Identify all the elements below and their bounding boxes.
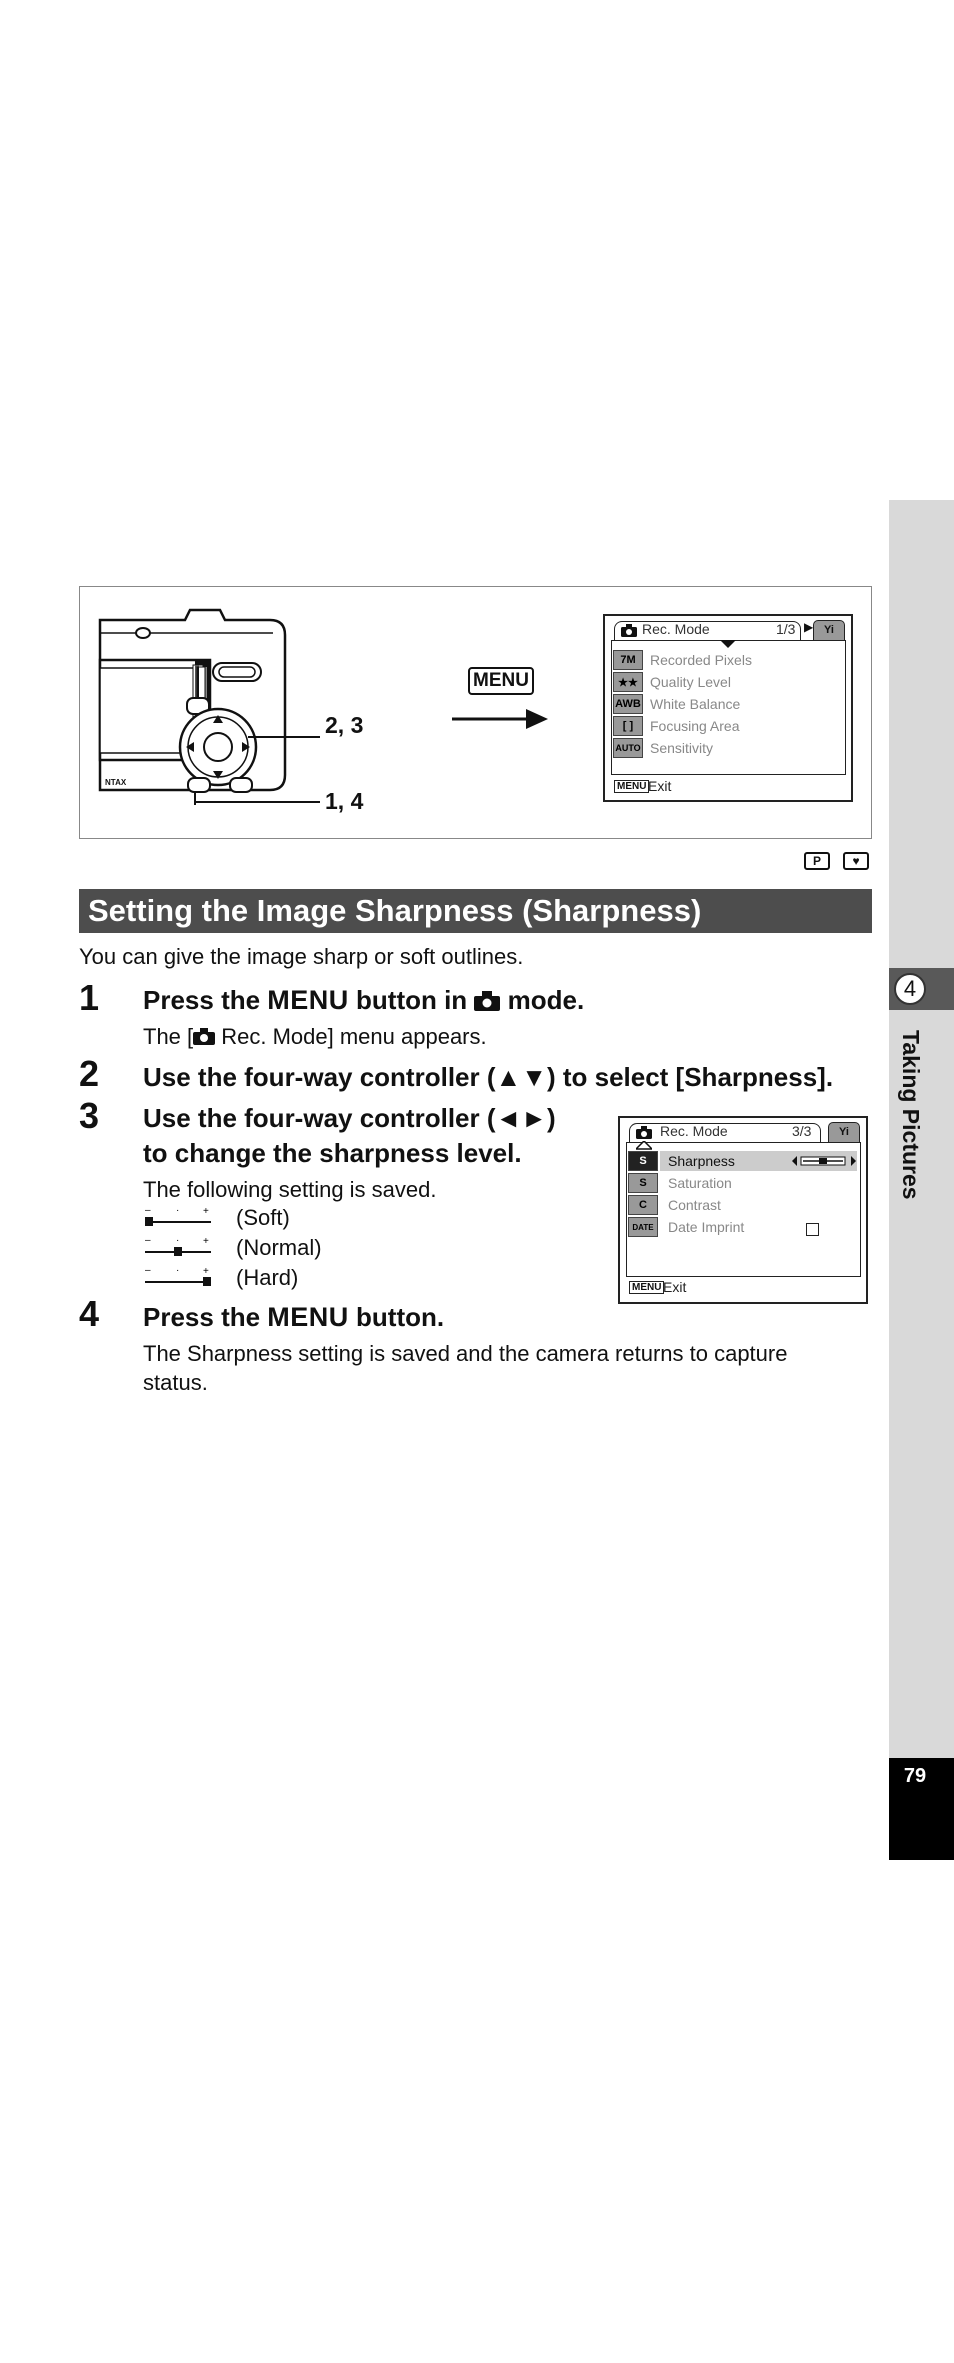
menu-key-icon: MENU	[468, 667, 534, 695]
svg-text:NTAX: NTAX	[105, 778, 127, 787]
sharpness-hard-icon	[143, 1266, 213, 1288]
camera-icon	[621, 624, 637, 637]
lcd2-item-date-imprint: Date Imprint	[668, 1219, 745, 1235]
svg-text:–: –	[145, 1236, 151, 1246]
step-1-number: 1	[79, 977, 100, 1018]
quality-level-icon: ★★	[613, 672, 643, 692]
contrast-icon: C	[628, 1195, 658, 1215]
sharpness-value-indicator	[790, 1154, 858, 1168]
camera-icon	[474, 991, 500, 1011]
camera-back-illustration	[95, 605, 355, 805]
sharpness-normal-icon	[143, 1236, 213, 1258]
program-mode-icon: P	[804, 852, 830, 870]
lcd1-exit-label: Exit	[648, 778, 672, 794]
saturation-icon: S	[628, 1173, 658, 1193]
section-title: Setting the Image Sharpness (Sharpness)	[88, 893, 702, 928]
focusing-area-icon: [ ]	[613, 716, 643, 736]
lcd2-exit-label: Exit	[663, 1279, 687, 1295]
heart-mode-icon: ♥	[843, 852, 869, 870]
svg-text:+: +	[203, 1236, 209, 1247]
date-imprint-checkbox	[806, 1223, 819, 1236]
step-1-description: The [ Rec. Mode] menu appears.	[143, 1024, 487, 1049]
step-4-number: 4	[79, 1293, 100, 1334]
step-3-heading-line2: to change the sharpness level.	[143, 1138, 522, 1168]
sharpness-normal-label: (Normal)	[236, 1235, 322, 1260]
lcd1-item-white-balance: White Balance	[650, 696, 741, 712]
step-3-number: 3	[79, 1095, 100, 1136]
lcd2-menu-tag: MENU	[629, 1281, 664, 1294]
step-3-heading-line1: Use the four-way controller (◄►)	[143, 1103, 556, 1133]
setup-tab-icon: Yi	[813, 620, 845, 641]
svg-text:–: –	[145, 1266, 151, 1276]
step-3-description: The following setting is saved.	[143, 1177, 437, 1202]
white-balance-icon: AWB	[613, 694, 643, 714]
lcd1-item-sensitivity: Sensitivity	[650, 740, 714, 756]
lcd2-item-sharpness: Sharpness	[668, 1153, 735, 1169]
sensitivity-icon: AUTO	[613, 738, 643, 758]
sharpness-hard-label: (Hard)	[236, 1265, 299, 1290]
sharpness-soft-icon	[143, 1206, 213, 1228]
chapter-number: 4	[894, 973, 926, 1005]
step-4-description-line2: status.	[143, 1370, 208, 1395]
sharpness-soft-label: (Soft)	[236, 1205, 290, 1230]
section-intro: You can give the image sharp or soft outlines.	[79, 944, 524, 969]
lcd1-item-quality-level: Quality Level	[650, 674, 731, 690]
step-2-heading: Use the four-way controller (▲▼) to select [Sharpness].	[143, 1062, 834, 1092]
svg-text:·: ·	[176, 1236, 180, 1246]
lcd2-item-contrast: Contrast	[668, 1197, 721, 1213]
svg-text:·: ·	[176, 1206, 180, 1216]
callout-line	[180, 790, 320, 820]
chapter-label: Taking Pictures	[898, 1030, 924, 1200]
lcd1-item-focusing-area: Focusing Area	[650, 718, 740, 734]
camera-icon	[193, 1028, 215, 1045]
setup-tab-icon: Yi	[828, 1122, 860, 1143]
arrow-right-icon	[450, 704, 550, 734]
step-2-number: 2	[79, 1053, 100, 1094]
svg-text:–: –	[145, 1206, 151, 1216]
svg-text:+: +	[203, 1266, 209, 1277]
camera-icon	[636, 1126, 652, 1139]
step-1-heading: Press the MENU button in mode.	[143, 985, 585, 1015]
svg-text:+: +	[203, 1206, 209, 1217]
step-4-description-line1: The Sharpness setting is saved and the camera returns to capture	[143, 1341, 788, 1366]
step-4-heading: Press the MENU button.	[143, 1302, 445, 1332]
date-imprint-icon: DATE	[628, 1217, 658, 1237]
sharpness-icon: S	[628, 1151, 658, 1171]
lcd1-menu-tag: MENU	[614, 780, 649, 793]
lcd2-item-saturation: Saturation	[668, 1175, 732, 1191]
callout-buttons-2-3: 2, 3	[325, 712, 364, 738]
callout-buttons-1-4: 1, 4	[325, 788, 364, 814]
svg-text:·: ·	[176, 1266, 180, 1276]
page-number: 79	[903, 1765, 927, 1787]
lcd1-item-recorded-pixels: Recorded Pixels	[650, 652, 752, 668]
recorded-pixels-icon: 7M	[613, 650, 643, 670]
